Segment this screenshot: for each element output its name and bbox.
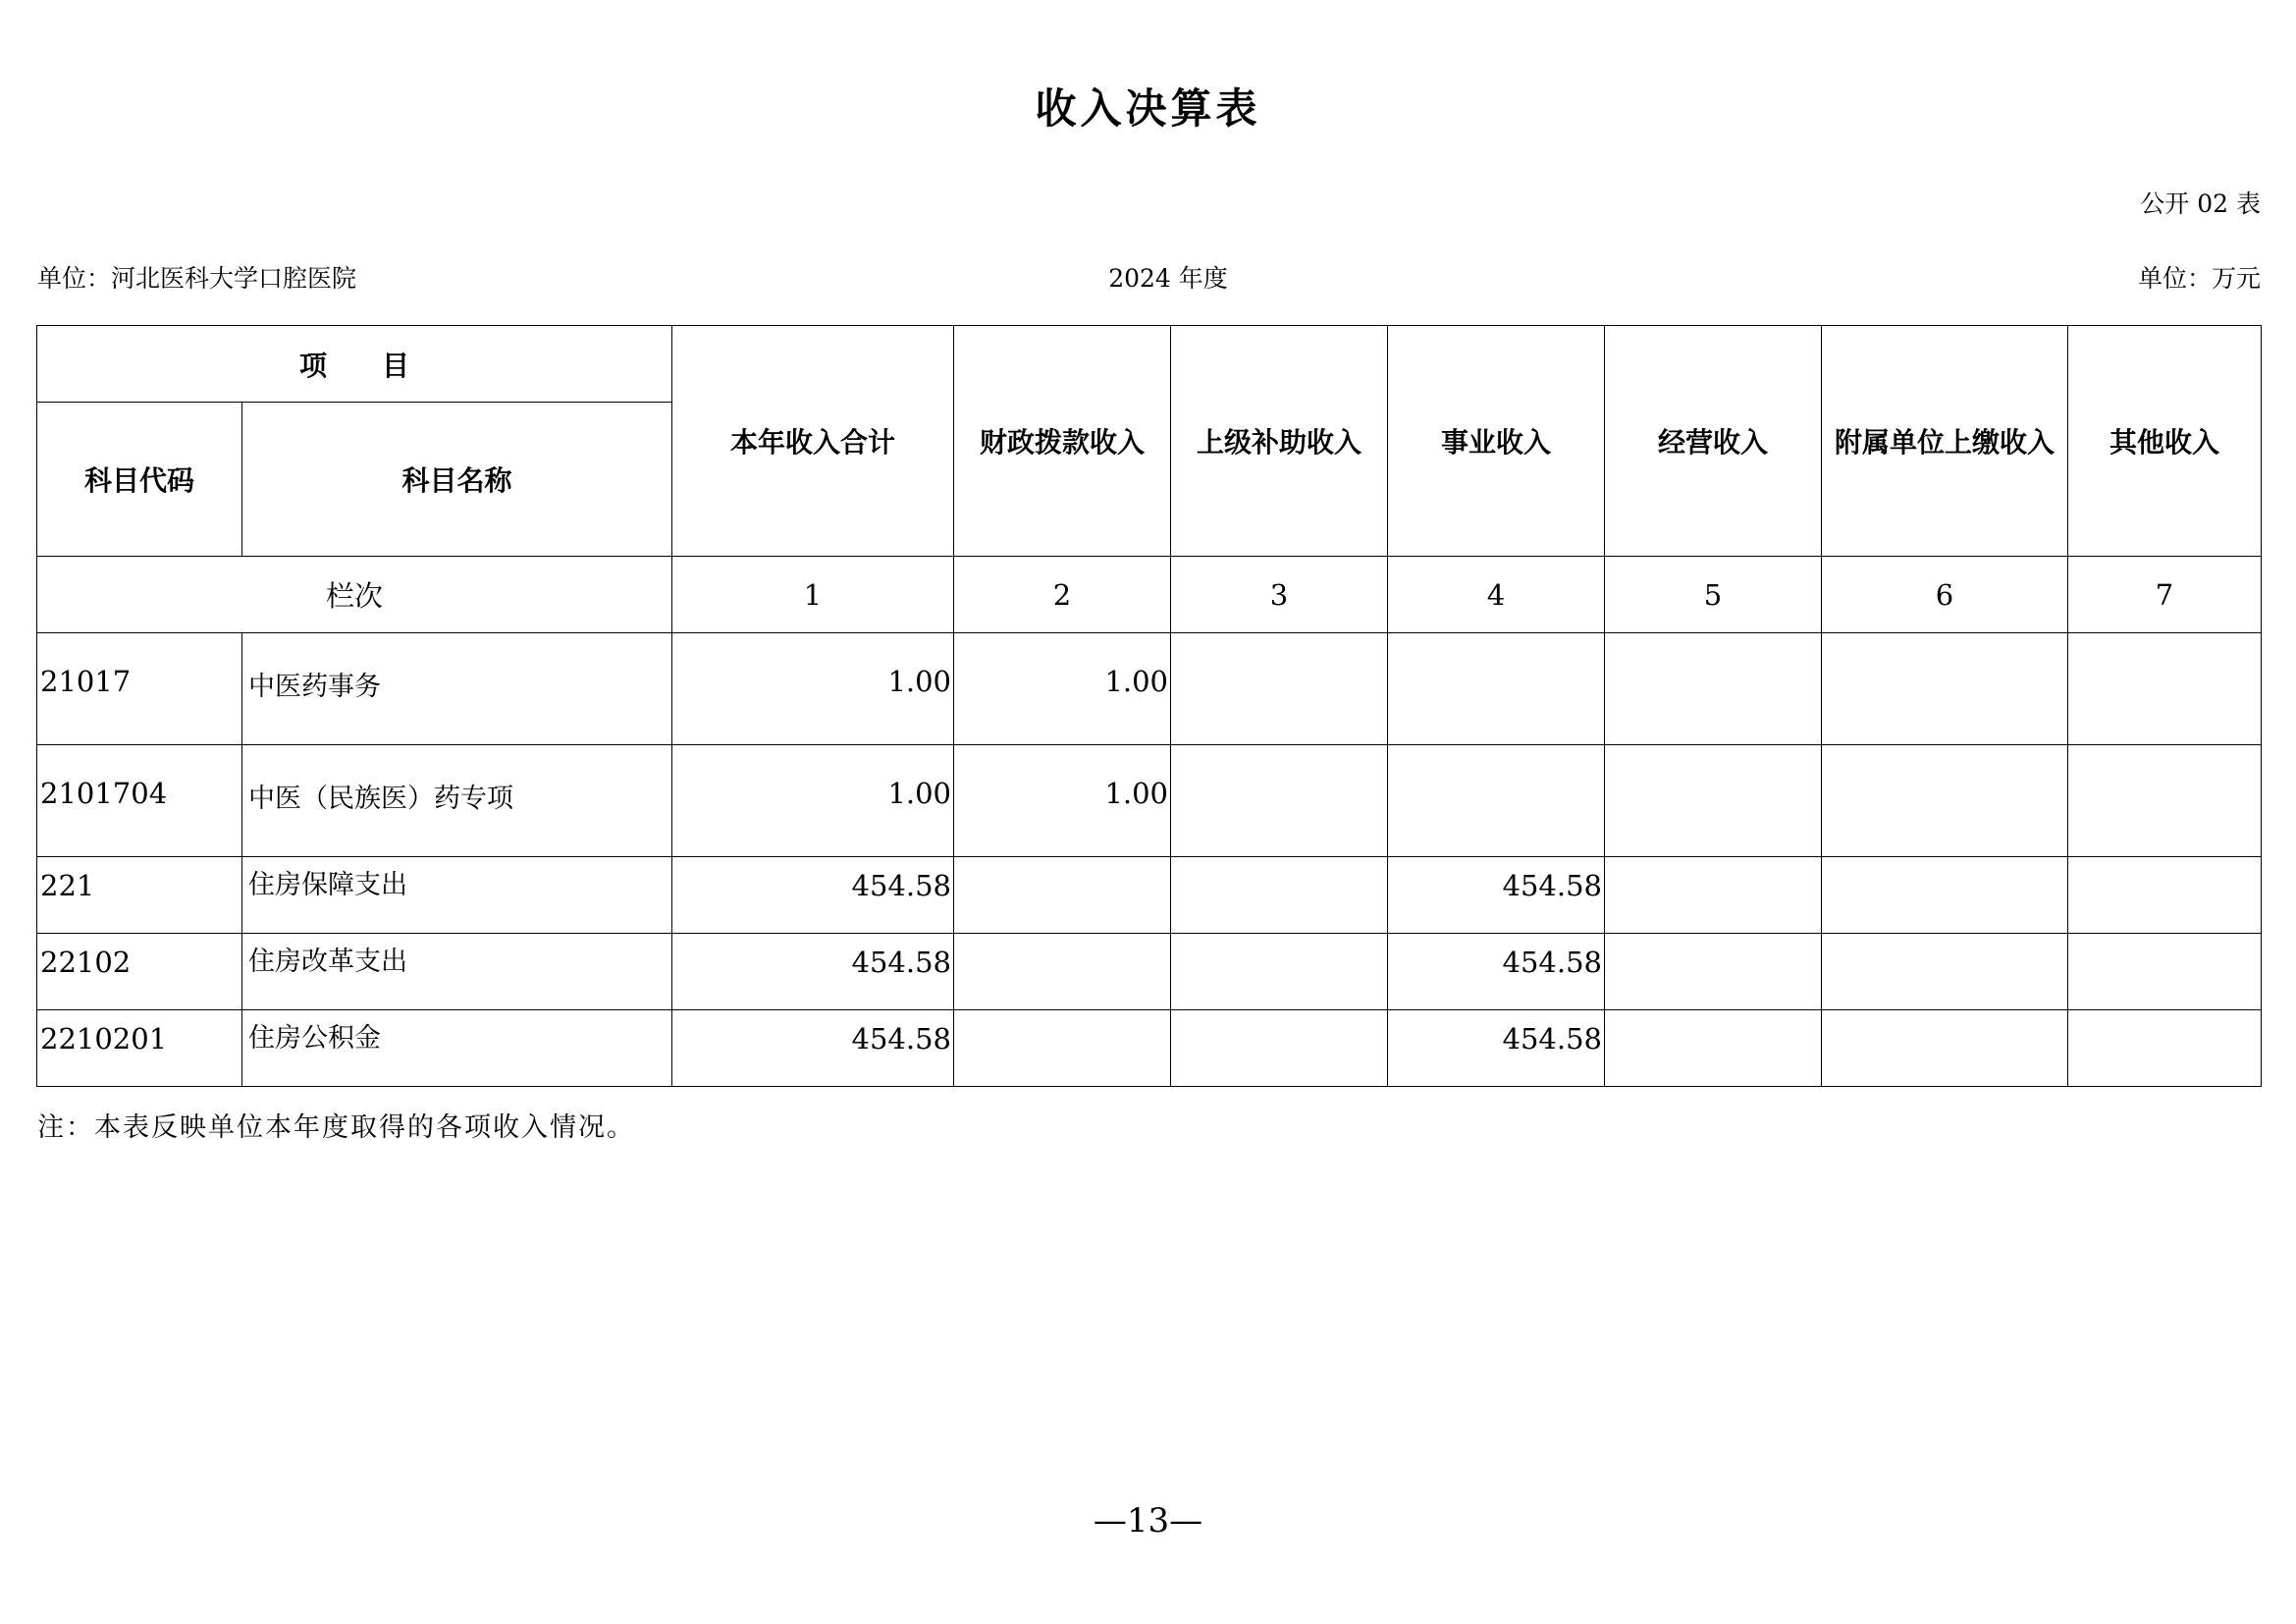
header-superior: 上级补助收入 xyxy=(1171,326,1388,557)
form-number: 公开 02 表 xyxy=(2140,189,2261,218)
table-row xyxy=(37,745,2262,857)
header-business: 事业收入 xyxy=(1388,326,1605,557)
fiscal-cell: 1.00 xyxy=(954,745,1171,857)
header-affiliate: 附属单位上缴收入 xyxy=(1822,326,2068,557)
money-unit: 单位：万元 xyxy=(2137,264,2261,293)
business-cell: 454.58 xyxy=(1388,1010,1605,1087)
total-cell: 1.00 xyxy=(672,745,954,857)
operating-cell xyxy=(1605,633,1822,745)
table-row xyxy=(37,1010,2262,1087)
fiscal-cell xyxy=(954,934,1171,1010)
superior-cell xyxy=(1171,745,1388,857)
subject-code: 21017 xyxy=(37,633,242,745)
operating-cell xyxy=(1605,857,1822,934)
fiscal-year: 2024 年度 xyxy=(1108,264,1228,293)
fiscal-cell xyxy=(954,1010,1171,1087)
operating-cell xyxy=(1605,934,1822,1010)
fiscal-cell: 1.00 xyxy=(954,633,1171,745)
header-code: 科目代码 xyxy=(37,403,242,557)
page-number: —13— xyxy=(1093,1501,1203,1541)
subject-code: 2101704 xyxy=(37,745,242,857)
affiliate-cell xyxy=(1822,934,2068,1010)
superior-cell xyxy=(1171,633,1388,745)
business-cell xyxy=(1388,633,1605,745)
column-number: 3 xyxy=(1171,557,1388,633)
header-operating: 经营收入 xyxy=(1605,326,1822,557)
header-project: 项 目 xyxy=(37,326,672,403)
column-number: 6 xyxy=(1822,557,2068,633)
operating-cell xyxy=(1605,745,1822,857)
other-cell xyxy=(2068,857,2262,934)
column-number: 1 xyxy=(672,557,954,633)
column-number: 2 xyxy=(954,557,1171,633)
total-cell: 454.58 xyxy=(672,934,954,1010)
column-label: 栏次 xyxy=(37,557,672,633)
subject-name: 中医药事务 xyxy=(242,633,672,745)
business-cell: 454.58 xyxy=(1388,857,1605,934)
affiliate-cell xyxy=(1822,857,2068,934)
table-row xyxy=(37,934,2262,1010)
income-table xyxy=(36,325,2262,1087)
affiliate-cell xyxy=(1822,745,2068,857)
header-total: 本年收入合计 xyxy=(672,326,954,557)
superior-cell xyxy=(1171,934,1388,1010)
total-cell: 454.58 xyxy=(672,1010,954,1087)
header-fiscal: 财政拨款收入 xyxy=(954,326,1171,557)
subject-name: 中医（民族医）药专项 xyxy=(242,745,672,857)
subject-name: 住房改革支出 xyxy=(242,934,672,1010)
column-number: 5 xyxy=(1605,557,1822,633)
other-cell xyxy=(2068,745,2262,857)
total-cell: 454.58 xyxy=(672,857,954,934)
table-row xyxy=(37,857,2262,934)
fiscal-cell xyxy=(954,857,1171,934)
affiliate-cell xyxy=(1822,1010,2068,1087)
reporting-unit: 单位：河北医科大学口腔医院 xyxy=(37,264,357,293)
subject-code: 22102 xyxy=(37,934,242,1010)
business-cell: 454.58 xyxy=(1388,934,1605,1010)
subject-code: 2210201 xyxy=(37,1010,242,1087)
subject-code: 221 xyxy=(37,857,242,934)
other-cell xyxy=(2068,633,2262,745)
other-cell xyxy=(2068,934,2262,1010)
subject-name: 住房保障支出 xyxy=(242,857,672,934)
superior-cell xyxy=(1171,857,1388,934)
operating-cell xyxy=(1605,1010,1822,1087)
table-note: 注：本表反映单位本年度取得的各项收入情况。 xyxy=(37,1112,635,1143)
superior-cell xyxy=(1171,1010,1388,1087)
header-name: 科目名称 xyxy=(242,403,672,557)
header-other: 其他收入 xyxy=(2068,326,2262,557)
other-cell xyxy=(2068,1010,2262,1087)
business-cell xyxy=(1388,745,1605,857)
page-title: 收入决算表 xyxy=(1035,84,1261,133)
column-number: 4 xyxy=(1388,557,1605,633)
affiliate-cell xyxy=(1822,633,2068,745)
total-cell: 1.00 xyxy=(672,633,954,745)
table-row xyxy=(37,633,2262,745)
column-number: 7 xyxy=(2068,557,2262,633)
subject-name: 住房公积金 xyxy=(242,1010,672,1087)
